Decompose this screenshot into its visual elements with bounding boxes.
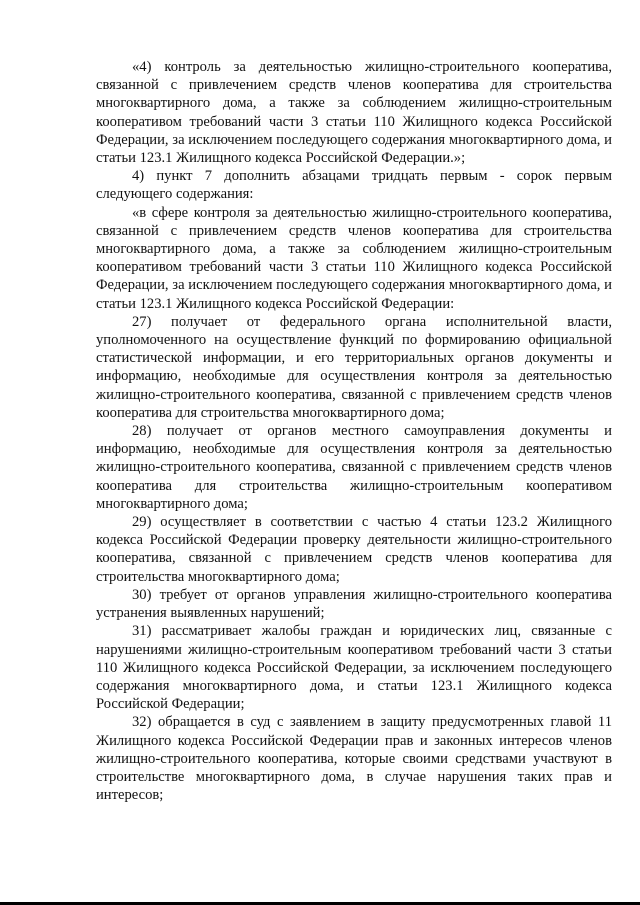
paragraph-32: 32) обращается в суд с заявлением в защиту предусмотренных главой 11 Жилищного кодекса Российской Федерации прав и законных интересов членов жилищно-строительного кооператива, которые своими средствами участвуют в строительстве многоквартирного дома, в случае нарушения таких прав и интересов;: [96, 714, 612, 804]
paragraph-31: 31) рассматривает жалобы граждан и юридических лиц, связанные с нарушениями жилищно-строительным кооперативом требований части 3 статьи 110 Жилищного кодекса Российской Федерации, за исключением последующего содержания многоквартирного дома, и статьи 123.1 Жилищного кодекса Российской Федерации;: [96, 623, 612, 713]
paragraph-item-4: 4) пункт 7 дополнить абзацами тридцать первым - сорок первым следующего содержания:: [96, 168, 612, 203]
paragraph-28: 28) получает от органов местного самоуправления документы и информацию, необходимые для осуществления контроля за деятельностью жилищно-строительного кооператива, связанной с привлечением средств членов кооператива для строительства жилищно-строительным кооперативом многоквартирного дома;: [96, 423, 612, 512]
paragraph-29: 29) осуществляет в соответствии с частью 4 статьи 123.2 Жилищного кодекса Российской Федерации проверку деятельности жилищно-строительного кооператива, связанной с привлечением средств членов кооператива для строительства многоквартирного дома;: [96, 514, 612, 585]
document-body: [96, 58, 612, 804]
paragraph-amendment-4: «4) контроль за деятельностью жилищно-строительного кооператива, связанной с привлечением средств членов кооператива для строительства многоквартирного дома, а также за соблюдением жилищно-строительным кооперативом требований части 3 статьи 110 Жилищного кодекса Российской Федерации, за исключением последующего содержания многоквартирного дома, и статьи 123.1 Жилищного кодекса Российской Федерации.»;: [96, 59, 612, 167]
paragraph-control-scope: «в сфере контроля за деятельностью жилищно-строительного кооператива, связанной с привлечением средств членов кооператива для строительства многоквартирного дома, а также за соблюдением жилищно-строительным кооперативом требований части 3 статьи 110 Жилищного кодекса Российской Федерации, за исключением последующего содержания многоквартирного дома, и статьи 123.1 Жилищного кодекса Российской Федерации:: [96, 204, 612, 312]
paragraph-27: 27) получает от федерального органа исполнительной власти, уполномоченного на осуществление функций по формированию официальной статистической информации, и его территориальных органов документы и информацию, необходимые для осуществления контроля за деятельностью жилищно-строительного кооператива, связанной с привлечением средств членов кооператива для строительства многоквартирного дома;: [96, 313, 612, 421]
paragraph-30: 30) требует от органов управления жилищно-строительного кооператива устранения выявленных нарушений;: [96, 586, 612, 622]
